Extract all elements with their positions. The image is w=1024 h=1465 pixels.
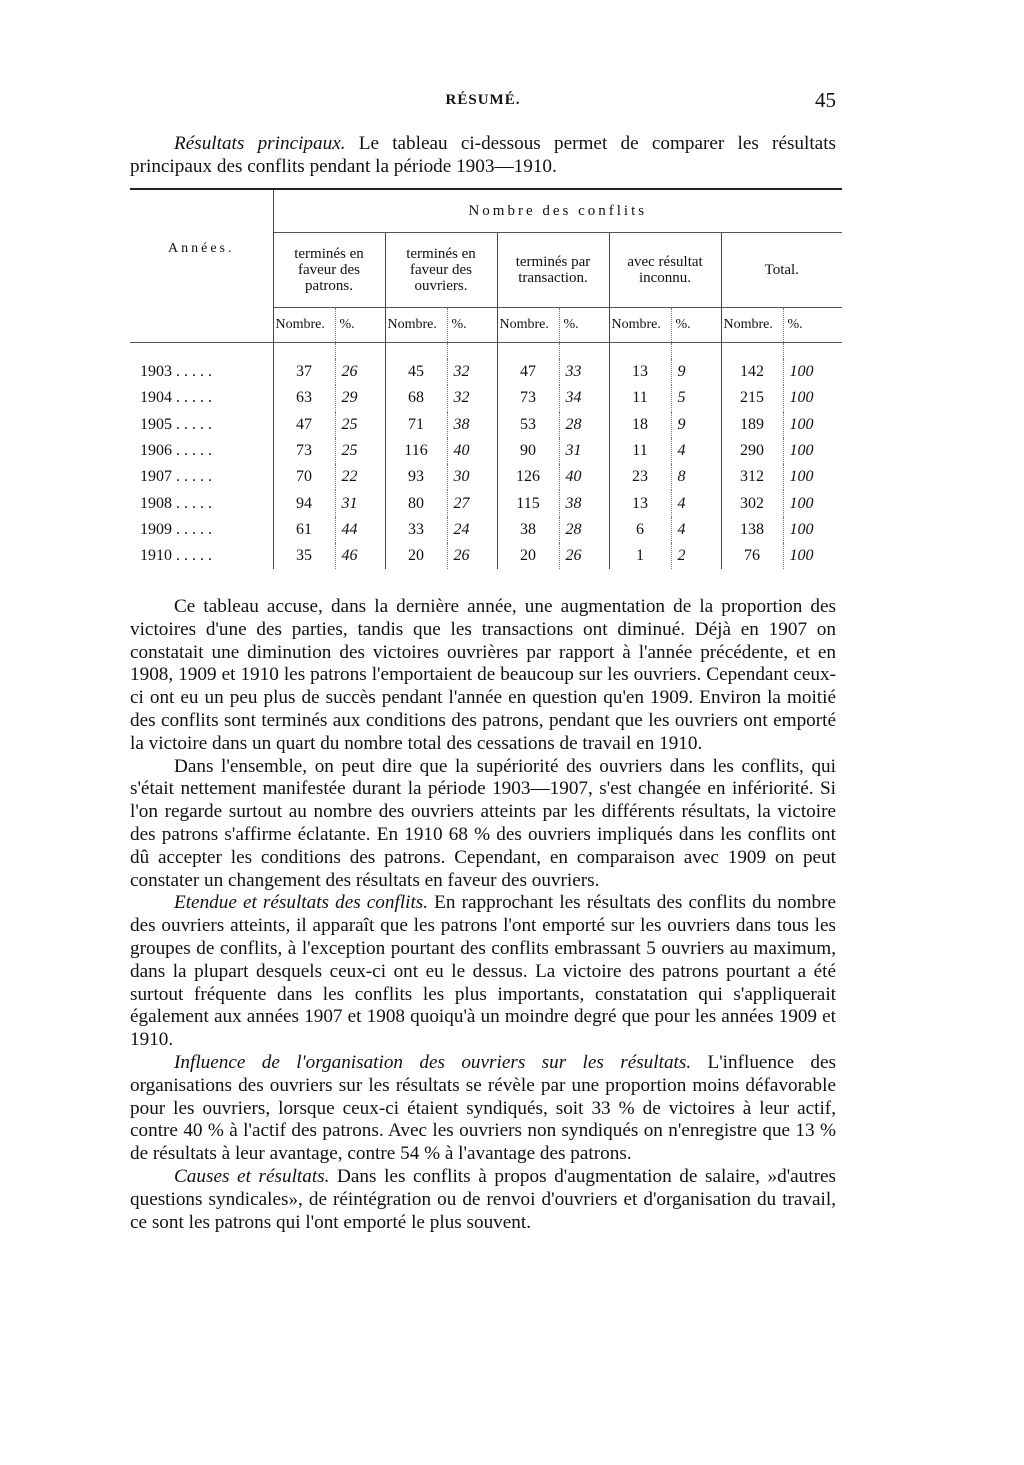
- table-row: [130, 543, 842, 569]
- intro-lead: Résultats principaux.: [174, 133, 346, 154]
- count-cell: 90: [497, 438, 559, 464]
- leader-dots: .....: [176, 494, 216, 512]
- year-label: 1908: [140, 494, 172, 512]
- count-cell: 94: [273, 490, 335, 516]
- table-row: [130, 438, 842, 464]
- paragraph-lead: Etendue et résultats des conflits.: [174, 892, 429, 914]
- paragraph-lead: Causes et résultats.: [174, 1165, 330, 1187]
- pct-cell: 26: [335, 359, 385, 385]
- count-cell: 33: [385, 517, 447, 543]
- count-cell: 35: [273, 543, 335, 569]
- year-label: 1904: [140, 389, 172, 407]
- pct-cell: 5: [671, 385, 721, 411]
- stub-header: Années.: [130, 189, 273, 308]
- unit-pct: %.: [335, 308, 385, 343]
- body-paragraph: [130, 892, 836, 1052]
- count-cell: 23: [609, 464, 671, 490]
- pct-cell: 25: [335, 412, 385, 438]
- pct-cell: 31: [335, 490, 385, 516]
- body-paragraph: [130, 1166, 836, 1234]
- running-head: [130, 88, 836, 116]
- page-number: 45: [815, 88, 836, 112]
- count-cell: 126: [497, 464, 559, 490]
- year-cell: [130, 385, 273, 411]
- pct-cell: 100: [783, 385, 842, 411]
- count-cell: 11: [609, 385, 671, 411]
- paragraph-text: Dans l'ensemble, on peut dire que la supériorité des ouvriers dans les conflits, qui s'était nettement manifestée durant la période 1903—1907, s'est changée en infériorité. Si l'on regarde surtout au nombre des ouvriers atteints par les différents résultats, la victoire des patrons s'affirme éclatante. En 1910 68 % des ouvriers impliqués dans les conflits ont dû accepter les conditions des patrons. Cependant, en comparaison avec 1909 on peut constater un changement des résultats en faveur des ouvriers.: [130, 755, 836, 891]
- count-cell: 73: [497, 385, 559, 411]
- intro-paragraph: [130, 132, 836, 178]
- group-header: Nombre des conflits: [273, 189, 842, 233]
- unit-pct: %.: [783, 308, 842, 343]
- count-cell: 37: [273, 359, 335, 385]
- pct-cell: 28: [559, 517, 609, 543]
- count-cell: 63: [273, 385, 335, 411]
- unit-nombre: Nombre.: [609, 308, 671, 343]
- count-cell: 68: [385, 385, 447, 411]
- pct-cell: 100: [783, 412, 842, 438]
- pct-cell: 34: [559, 385, 609, 411]
- pct-cell: 40: [447, 438, 497, 464]
- year-cell: [130, 543, 273, 569]
- table-row: [130, 517, 842, 543]
- count-cell: 61: [273, 517, 335, 543]
- count-cell: 45: [385, 359, 447, 385]
- pct-cell: 100: [783, 517, 842, 543]
- leader-dots: .....: [176, 547, 216, 565]
- table-row: [130, 464, 842, 490]
- pct-cell: 100: [783, 359, 842, 385]
- col-header-patrons: terminés en faveur des patrons.: [273, 233, 385, 308]
- pct-cell: 32: [447, 359, 497, 385]
- year-label: 1905: [140, 415, 172, 433]
- pct-cell: 29: [335, 385, 385, 411]
- pct-cell: 40: [559, 464, 609, 490]
- count-cell: 115: [497, 490, 559, 516]
- count-cell: 70: [273, 464, 335, 490]
- table-row: [130, 385, 842, 411]
- year-label: 1906: [140, 442, 172, 460]
- total-cell: 189: [721, 412, 783, 438]
- leader-dots: .....: [176, 389, 216, 407]
- pct-cell: 9: [671, 412, 721, 438]
- col-header-total: Total.: [721, 233, 842, 308]
- paragraph-text: En rapprochant les résultats des conflits du nombre des ouvriers atteints, il apparaît que les patrons l'ont emporté sur les ouvriers dans tous les groupes de conflits, à l'exception pourtant des conflits embrassant 5 ouvriers au maximum, dans la plupart desquels ceux-ci ont eu le dessus. La victoire des patrons pourtant a été surtout fréquente dans les conflits les plus importants, constatation qui s'appliquerait également aux années 1907 et 1908 quoiqu'à un moindre degré que pour les années 1909 et 1910.: [130, 892, 836, 1051]
- pct-cell: 27: [447, 490, 497, 516]
- body-text: [130, 596, 836, 1234]
- total-cell: 76: [721, 543, 783, 569]
- year-cell: [130, 490, 273, 516]
- count-cell: 116: [385, 438, 447, 464]
- unit-nombre: Nombre.: [497, 308, 559, 343]
- total-cell: 290: [721, 438, 783, 464]
- pct-cell: 26: [447, 543, 497, 569]
- count-cell: 13: [609, 359, 671, 385]
- count-cell: 20: [385, 543, 447, 569]
- count-cell: 80: [385, 490, 447, 516]
- pct-cell: 26: [559, 543, 609, 569]
- count-cell: 38: [497, 517, 559, 543]
- count-cell: 18: [609, 412, 671, 438]
- leader-dots: .....: [176, 415, 216, 433]
- pct-cell: 31: [559, 438, 609, 464]
- leader-dots: .....: [176, 520, 216, 538]
- unit-nombre: Nombre.: [721, 308, 783, 343]
- pct-cell: 22: [335, 464, 385, 490]
- count-cell: 93: [385, 464, 447, 490]
- leader-dots: .....: [176, 468, 216, 486]
- col-header-ouvriers: terminés en faveur des ouvriers.: [385, 233, 497, 308]
- body-paragraph: [130, 756, 836, 893]
- unit-pct: %.: [447, 308, 497, 343]
- table-body: [130, 359, 842, 569]
- body-paragraph: [130, 596, 836, 756]
- pct-cell: 28: [559, 412, 609, 438]
- count-cell: 13: [609, 490, 671, 516]
- pct-cell: 4: [671, 438, 721, 464]
- leader-dots: .....: [176, 363, 216, 381]
- unit-pct: %.: [671, 308, 721, 343]
- year-cell: [130, 359, 273, 385]
- results-table-grid: [130, 188, 842, 569]
- pct-cell: 25: [335, 438, 385, 464]
- pct-cell: 30: [447, 464, 497, 490]
- count-cell: 71: [385, 412, 447, 438]
- count-cell: 1: [609, 543, 671, 569]
- count-cell: 47: [273, 412, 335, 438]
- pct-cell: 100: [783, 490, 842, 516]
- paragraph-lead: Influence de l'organisation des ouvriers sur les résultats.: [174, 1051, 692, 1073]
- pct-cell: 100: [783, 438, 842, 464]
- pct-cell: 44: [335, 517, 385, 543]
- year-cell: [130, 412, 273, 438]
- running-head-title: RÉSUMÉ.: [445, 92, 521, 108]
- count-cell: 6: [609, 517, 671, 543]
- pct-cell: 100: [783, 543, 842, 569]
- results-table: [130, 188, 842, 594]
- paragraph-text: Ce tableau accuse, dans la dernière année, une augmentation de la proportion des victoires d'une des parties, tandis que les transactions ont diminué. Déjà en 1907 on constatait une diminution des victoires ouvrières par rapport à l'année précédente, et en 1908, 1909 et 1910 les patrons l'emportaient de beaucoup sur les ouvriers. Cependant ceux-ci ont eu un peu plus de succès pendant l'année en question qu'en 1909. Environ la moitié des conflits sont terminés aux conditions des patrons, pendant que les ouvriers ont emporté la victoire dans un quart du nombre total des cessations de travail en 1910.: [130, 596, 836, 754]
- count-cell: 20: [497, 543, 559, 569]
- total-cell: 142: [721, 359, 783, 385]
- table-row: [130, 412, 842, 438]
- count-cell: 47: [497, 359, 559, 385]
- total-cell: 215: [721, 385, 783, 411]
- pct-cell: 2: [671, 543, 721, 569]
- year-cell: [130, 438, 273, 464]
- year-label: 1907: [140, 468, 172, 486]
- total-cell: 302: [721, 490, 783, 516]
- total-cell: 312: [721, 464, 783, 490]
- table-row: [130, 359, 842, 385]
- pct-cell: 38: [447, 412, 497, 438]
- year-label: 1910: [140, 547, 172, 565]
- year-cell: [130, 464, 273, 490]
- intro-text: Le tableau ci-dessous permet de comparer les résultats principaux des conflits pendant la période 1903—1910.: [130, 133, 836, 177]
- pct-cell: 8: [671, 464, 721, 490]
- unit-nombre: Nombre.: [273, 308, 335, 343]
- pct-cell: 4: [671, 517, 721, 543]
- paragraph-text: L'influence des organisations des ouvriers sur les résultats se révèle par une proportion moins défavorable pour les ouvriers, lorsque ceux-ci étaient syndiqués, soit 33 % de victoires à leur actif, contre 40 % à l'actif des patrons. Avec les ouvriers non syndiqués on n'enregistre que 13 % de résultats à leur avantage, contre 54 % à l'avantage des patrons.: [130, 1051, 837, 1165]
- count-cell: 53: [497, 412, 559, 438]
- total-cell: 138: [721, 517, 783, 543]
- unit-pct: %.: [559, 308, 609, 343]
- unit-nombre: Nombre.: [385, 308, 447, 343]
- pct-cell: 4: [671, 490, 721, 516]
- year-cell: [130, 517, 273, 543]
- year-label: 1909: [140, 520, 172, 538]
- count-cell: 11: [609, 438, 671, 464]
- count-cell: 73: [273, 438, 335, 464]
- pct-cell: 33: [559, 359, 609, 385]
- pct-cell: 32: [447, 385, 497, 411]
- pct-cell: 100: [783, 464, 842, 490]
- paragraph-text: Dans les conflits à propos d'augmentation de salaire, »d'autres questions syndicales», de réintégration ou de renvoi d'ouvriers et d'organisation du travail, ce sont les patrons qui l'ont emporté le plus souvent.: [130, 1165, 836, 1233]
- leader-dots: .....: [176, 442, 216, 460]
- pct-cell: 24: [447, 517, 497, 543]
- pct-cell: 46: [335, 543, 385, 569]
- pct-cell: 38: [559, 490, 609, 516]
- col-header-transaction: terminés par transaction.: [497, 233, 609, 308]
- table-row: [130, 490, 842, 516]
- body-paragraph: [130, 1052, 836, 1166]
- pct-cell: 9: [671, 359, 721, 385]
- year-label: 1903: [140, 363, 172, 381]
- col-header-inconnu: avec résultat inconnu.: [609, 233, 721, 308]
